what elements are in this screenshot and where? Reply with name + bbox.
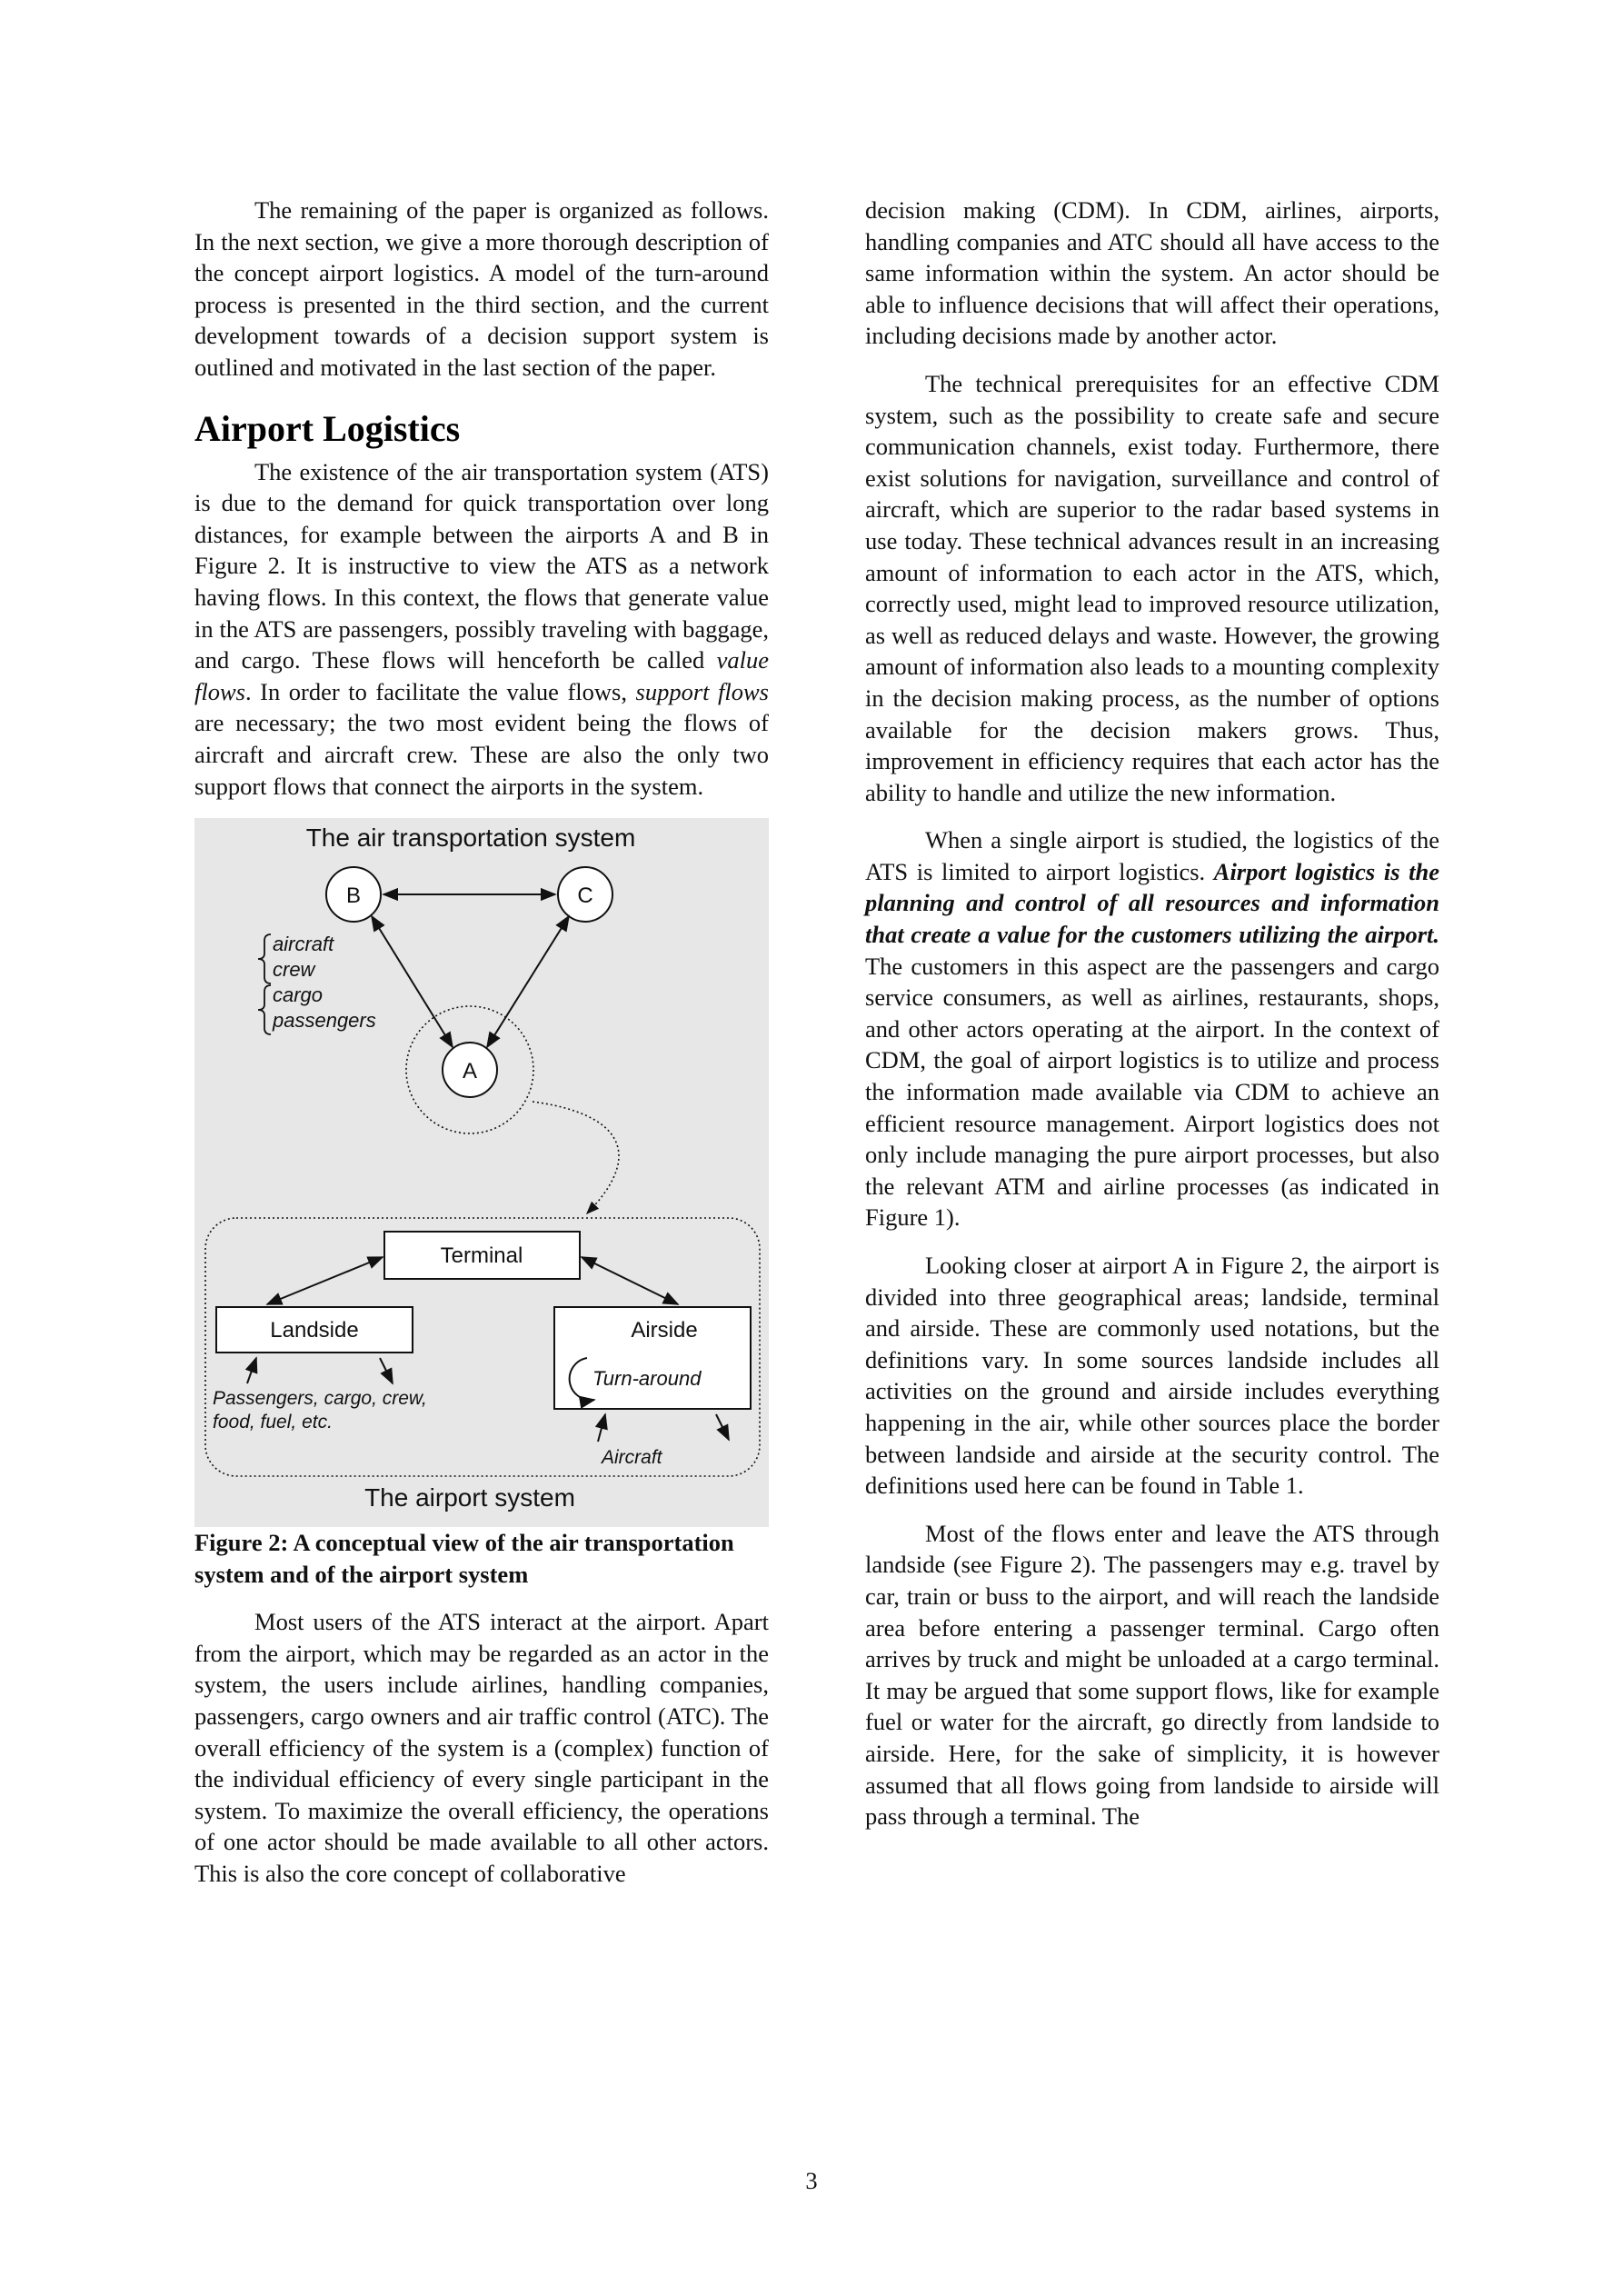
users-paragraph: Most users of the ATS interact at the airport. Apart from the airport, which may be regarded as an actor in the system, the users include airlines, handling companies, passengers, cargo owners and air traffic control (ATC). The overall efficiency of the system is a (complex) function of the individual efficiency of every single participant in the system. To maximize the overall efficiency, the operations of one actor should be made available to all other actors. This is also the core concept of collaborative bbox=[194, 1608, 769, 1888]
flow-passengers-label: passengers bbox=[273, 1009, 376, 1033]
zoom-arrow bbox=[533, 1102, 619, 1213]
flow-crew-label: crew bbox=[273, 958, 315, 982]
airport-system-title: The airport system bbox=[364, 1483, 575, 1512]
arrow-terminal-airside bbox=[582, 1257, 678, 1304]
figure-2-diagram bbox=[194, 818, 769, 1527]
node-c-label: C bbox=[577, 883, 593, 909]
value-flows-term: value flows bbox=[194, 646, 769, 705]
landside-flows-line1: Passengers, cargo, crew, bbox=[213, 1388, 427, 1410]
arrow-airside-out bbox=[716, 1414, 729, 1440]
page-number: 3 bbox=[805, 2167, 818, 2194]
definition-paragraph bbox=[865, 824, 1439, 1233]
arrow-c-a bbox=[487, 916, 569, 1047]
arrow-b-a bbox=[372, 916, 453, 1047]
figure-2 bbox=[194, 818, 769, 1527]
ats-text-c: are necessary; the two most evident being the flows of aircraft and aircraft crew. These are also the only two support flows that connect the airports in the system. bbox=[194, 709, 769, 800]
areas-paragraph: Looking closer at airport A in Figure 2, the airport is divided into three geographical areas; landside, terminal and airside. These are commonly used notations, but the definitions vary. In some sources landside includes all activities on the ground and airside includes everything happening in the air, while other sources place the border between landside and airside at the security control. The definitions used here can be found in Table 1. bbox=[865, 1252, 1439, 1500]
airport-logistics-definition: Airport logistics is the planning and control of all resources and information that create a value for the customers utilizing the airport. bbox=[865, 857, 1440, 949]
arrow-terminal-landside bbox=[267, 1257, 383, 1304]
terminal-box bbox=[384, 1232, 580, 1279]
cdm-paragraph: decision making (CDM). In CDM, airlines, airports, handling companies and ATC should all have access to the same information within the system. An actor should be able to influence decisions that will affect their operations, including decisions made by another actor. bbox=[865, 196, 1439, 350]
support-flows-term: support flows bbox=[635, 677, 769, 705]
airside-label: Airside bbox=[631, 1318, 698, 1343]
definition-text-a: When a single airport is studied, the logistics of the ATS is limited to airport logistics. bbox=[865, 826, 1439, 885]
section-heading: Airport Logistics bbox=[194, 407, 461, 449]
landside-box bbox=[216, 1307, 413, 1353]
flow-aircraft-label: aircraft bbox=[273, 933, 334, 956]
node-a-label: A bbox=[462, 1059, 478, 1084]
landside-flows-line2: food, fuel, etc. bbox=[213, 1412, 333, 1433]
node-b-label: B bbox=[345, 883, 362, 909]
intro-paragraph: The remaining of the paper is organized as follows. In the next section, we give a more thorough description of the concept airport logistics. A model of the turn-around process is presented in the third section, and the current development towards of a decision support system is outlined and motivated in the last section of the paper. bbox=[194, 196, 769, 381]
terminal-label: Terminal bbox=[440, 1243, 523, 1269]
arrow-landside-in bbox=[247, 1358, 256, 1383]
aircraft-label: Aircraft bbox=[602, 1447, 662, 1469]
technical-paragraph: The technical prerequisites for an effective CDM system, such as the possibility to create safe and secure communication channels, exist today. Furthermore, there exist solutions for navigation, surveillance and control of aircraft, which are superior to the radar based systems in use today. These technical advances result in an increasing amount of information to each actor in the ATS, which, correctly used, might lead to improved resource utilization, as well as reduced delays and waste. However, the growing amount of information also leads to a mounting complexity in the decision making process, as the number of options available for the decision makers grows. Thus, improvement in efficiency requires that each actor has the ability to handle and utilize the new information. bbox=[865, 369, 1439, 806]
brace-upper-icon bbox=[258, 934, 271, 983]
flow-cargo-label: cargo bbox=[273, 983, 324, 1007]
turn-around-label: Turn-around bbox=[592, 1367, 702, 1391]
ats-title: The air transportation system bbox=[305, 824, 636, 853]
node-a bbox=[443, 1043, 497, 1097]
figure-caption: Figure 2: A conceptual view of the air transportation system and of the airport system bbox=[194, 1529, 734, 1588]
arrow-landside-out bbox=[380, 1358, 393, 1383]
airside-box bbox=[554, 1307, 751, 1409]
node-c bbox=[558, 867, 612, 922]
right-column bbox=[865, 195, 1439, 1849]
brace-lower-icon bbox=[258, 985, 271, 1034]
ats-paragraph bbox=[194, 456, 769, 803]
flows-paragraph: Most of the flows enter and leave the ATS through landside (see Figure 2). The passengers may e.g. travel by car, train or buss to the airport, and will reach the landside area before entering a passenger terminal. Cargo often arrives by truck and might be unloaded at a cargo terminal. It may be argued that some support flows, like for example fuel or water for the aircraft, go directly from landside to airside. Here, for the sake of simplicity, it is however assumed that all flows going from landside to airside will pass through a terminal. The bbox=[865, 1519, 1439, 1831]
definition-text-b: The customers in this aspect are the passengers and cargo service consumers, as well as airlines, restaurants, shops, and other actors operating at the airport. In the context of CDM, the goal of airport logistics is to utilize and process the information made available via CDM to achieve an efficient resource management. Airport logistics does not only include managing the pure airport processes, but also the relevant ATM and airline processes (as indicated in Figure 1). bbox=[865, 952, 1439, 1232]
ats-text-b: . In order to facilitate the value flows, bbox=[244, 677, 636, 705]
left-column bbox=[194, 195, 769, 1906]
arrow-airside-in bbox=[598, 1414, 605, 1442]
landside-label: Landside bbox=[270, 1318, 359, 1343]
ats-text-a: The existence of the air transportation system (ATS) is due to the demand for quick transportation over long distances, for example between the airports A and B in Figure 2. It is instructive to view the ATS as a network having flows. In this context, the flows that generate value in the ATS are passengers, possibly traveling with baggage, and cargo. These flows will henceforth be called bbox=[194, 457, 769, 674]
node-b bbox=[326, 867, 381, 922]
